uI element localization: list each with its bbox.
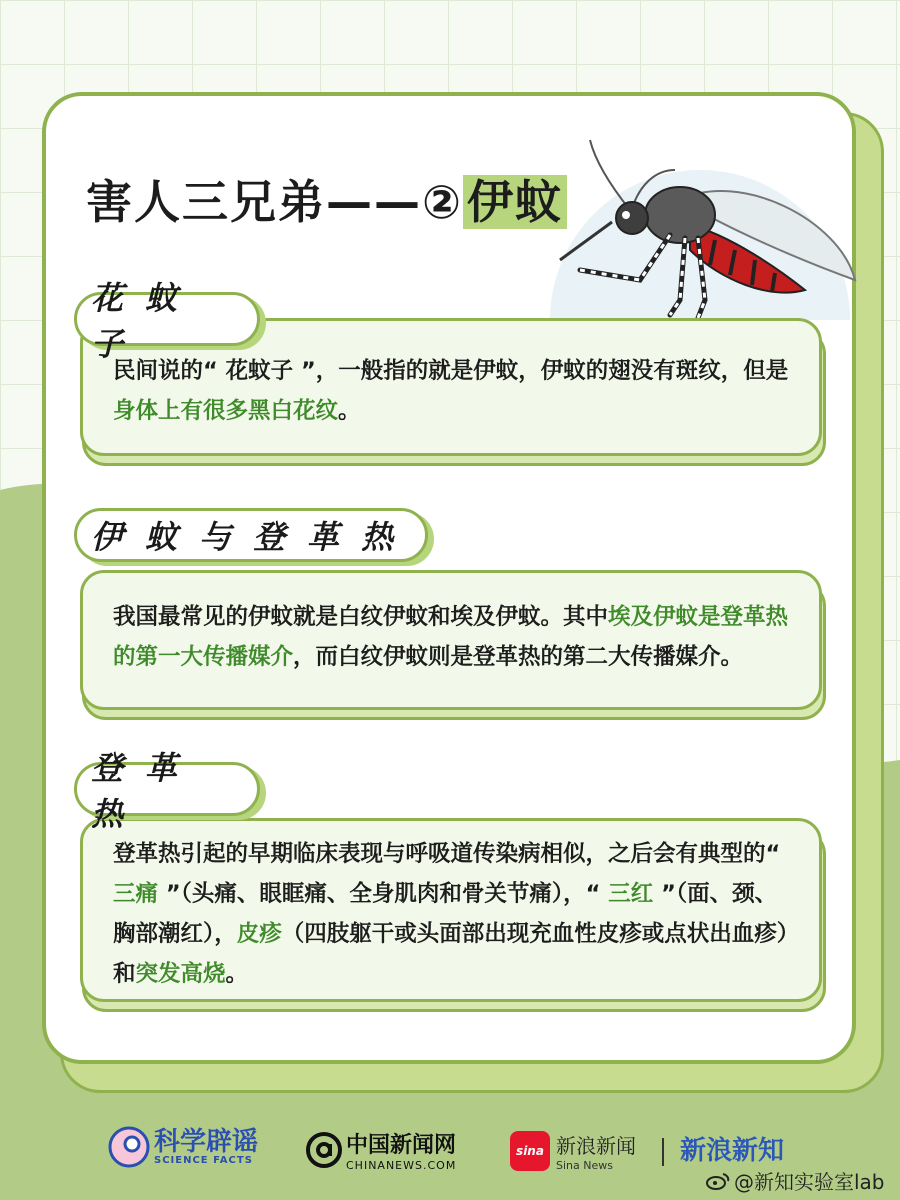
sina-badge-icon: sina (510, 1131, 550, 1171)
section3-text-part: 登革热引起的早期临床表现与呼吸道传染病相似，之后会有典型的“ (113, 841, 781, 867)
section2-text (113, 597, 793, 677)
at-icon (304, 1130, 344, 1170)
title-highlight: 伊蚊 (463, 175, 567, 229)
section3-text-green: 突发高烧 (135, 961, 226, 987)
kepu-logo (108, 1126, 258, 1168)
section3-text-green: 三红 (608, 881, 654, 907)
weibo-icon (706, 1171, 730, 1191)
section2-text-part: 我国最常见的伊蚊就是白纹伊蚊和埃及伊蚊。其中 (113, 604, 609, 630)
section2-tag (74, 508, 428, 562)
mosquito-illustration (520, 130, 865, 320)
section3-text-part: ”（面、颈、胸部潮红）， (113, 881, 778, 947)
section3-text-part: 。 (225, 961, 249, 987)
sina-name: 新浪新闻 (556, 1134, 636, 1158)
section3-text-green: 三痛 (113, 881, 159, 907)
section3-text-green: 皮疹 (236, 921, 282, 947)
footer-separator (662, 1138, 664, 1166)
section2-text-green: 埃及伊蚊是登革热的第一大传播媒介 (113, 604, 789, 670)
section2-tag-label: 伊蚊与登革热 (91, 518, 416, 556)
section2-box (80, 570, 822, 710)
xinlang-xinzhi-logo: 新浪新知 (680, 1136, 785, 1166)
section1-tag (74, 279, 260, 363)
kepu-name: 科学辟谣 (154, 1126, 259, 1157)
section3-text (113, 834, 793, 994)
page-title (86, 166, 567, 236)
kepu-icon (108, 1126, 150, 1168)
weibo-handle-text: @新知实验室lab (734, 1170, 885, 1194)
section1-text-part: 民间说的“ 花蚊子 ”，一般指的就是伊蚊，伊蚊的翅没有斑纹，但是 (113, 358, 789, 384)
section3-text-part: ”（头痛、眼眶痛、全身肌肉和骨关节痛），“ (158, 881, 609, 907)
sina-sub: Sina News (556, 1159, 613, 1172)
kepu-sub: SCIENCE FACTS (154, 1154, 253, 1166)
section3-box (80, 818, 822, 1002)
section1-text-green: 身体上有很多黑白花纹 (113, 398, 339, 424)
section2-text-part: ，而白纹伊蚊则是登革热的第二大传播媒介。 (293, 644, 744, 670)
chinanews-logo (304, 1128, 456, 1172)
title-text: 害人三兄弟——② (86, 175, 463, 229)
section1-tag-label: 花蚊子 (91, 279, 200, 363)
chinanews-name: 中国新闻网 (346, 1133, 457, 1158)
chinanews-sub: CHINANEWS.COM (346, 1159, 457, 1172)
section1-text-part: 。 (338, 398, 361, 424)
section3-text-part: （四肢躯干或头面部出现充血性皮疹或点状出血疹）和 (113, 921, 789, 987)
sina-logo (510, 1130, 636, 1172)
section3-tag (74, 749, 260, 833)
weibo-handle (706, 1166, 885, 1195)
section3-tag-label: 登革热 (91, 749, 200, 833)
